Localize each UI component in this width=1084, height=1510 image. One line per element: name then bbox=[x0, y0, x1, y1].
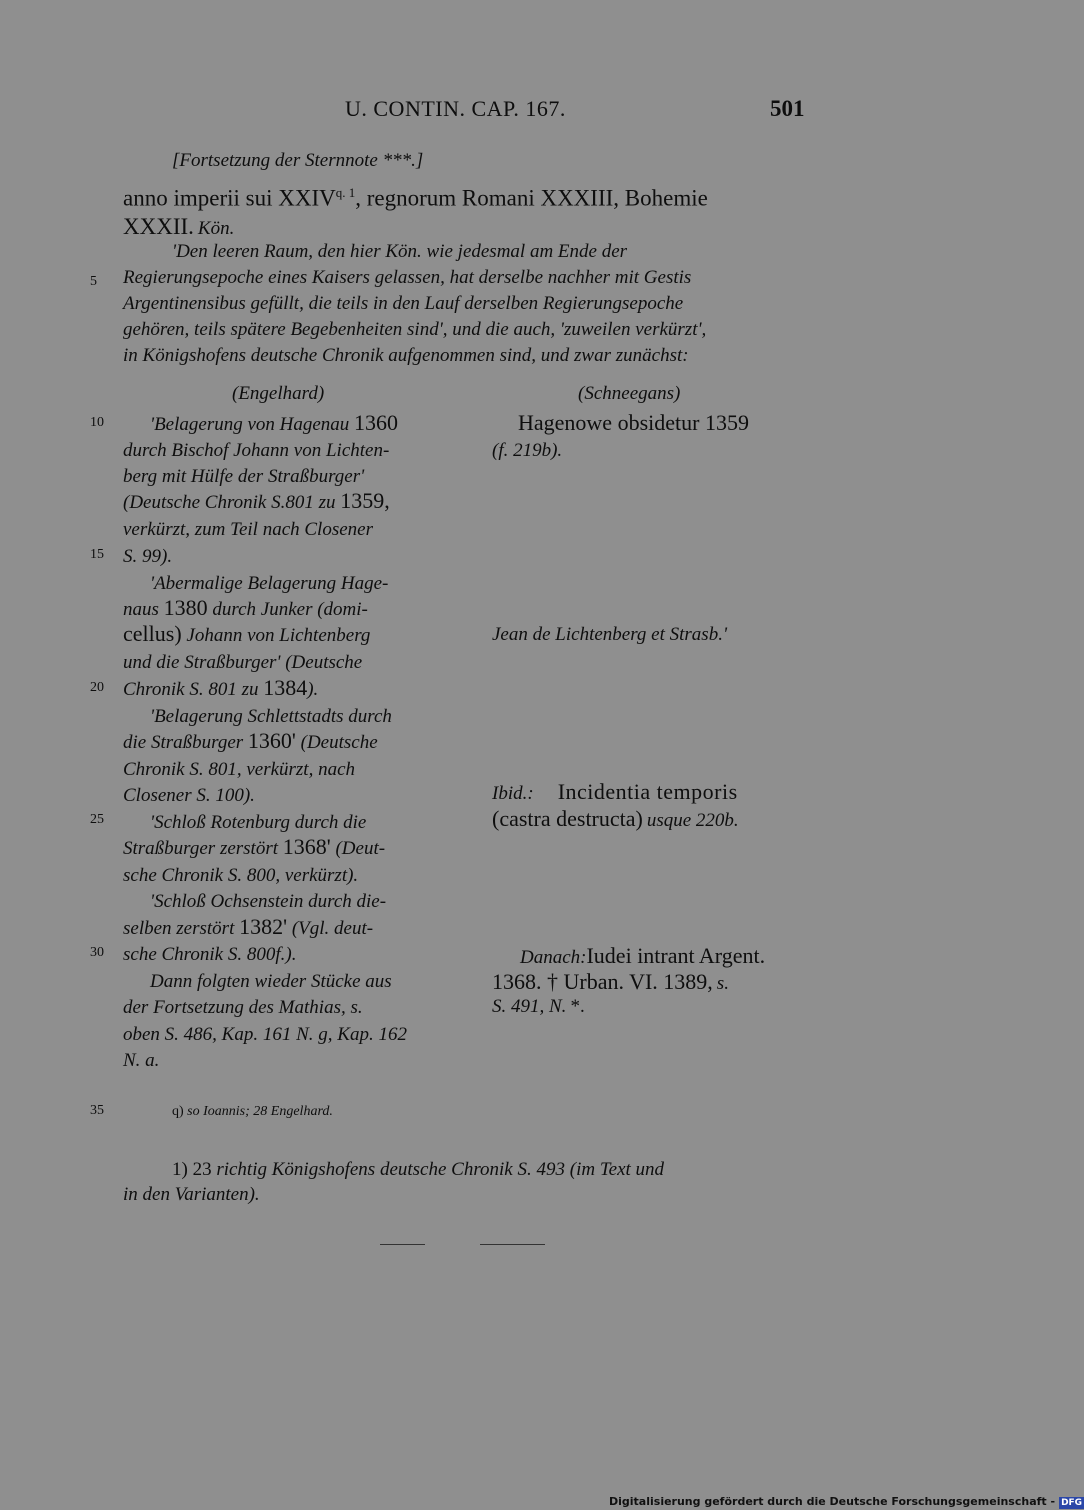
left-col-line-it: sche Chronik S. 800, verkürzt). bbox=[123, 865, 359, 886]
left-col-line-rm: cellus) bbox=[123, 621, 182, 646]
left-col-line-it: (Deutsche Chronik S.801 zu bbox=[123, 492, 341, 513]
left-col-line-it: die Straßburger bbox=[123, 732, 248, 753]
right-col-heading: (Schneegans) bbox=[578, 383, 681, 404]
left-col-line bbox=[150, 702, 392, 728]
left-col-line bbox=[150, 967, 392, 993]
line-number: 10 bbox=[90, 415, 104, 430]
left-col-line bbox=[123, 675, 318, 701]
intro-line-3-pre: XXXII. bbox=[123, 214, 194, 239]
left-col-line-rm: 1360 bbox=[354, 410, 399, 435]
right-line-6 bbox=[520, 943, 765, 969]
left-col-line-it: 'Abermalige Belagerung Hage- bbox=[150, 573, 389, 594]
variant-note-label: q) bbox=[172, 1104, 184, 1119]
para-line-5: in Königshofens deutsche Chronik aufgenommen sind, und zwar zunächst: bbox=[123, 345, 689, 366]
left-col-line-it: Closener S. 100). bbox=[123, 785, 255, 806]
right-line-5 bbox=[492, 806, 739, 832]
right-line-1: Hagenowe obsidetur 1359 bbox=[518, 410, 749, 435]
line-number: 25 bbox=[90, 812, 104, 827]
left-col-line-it: selben zerstört bbox=[123, 918, 240, 939]
footnote-line-2: in den Varianten). bbox=[123, 1184, 260, 1205]
footer-credit-text: Digitalisierung gefördert durch die Deutsche Forschungsgemeinschaft - bbox=[609, 1495, 1056, 1508]
left-col-line bbox=[123, 436, 389, 462]
right-line-8-it: S. 491, N. bbox=[492, 996, 567, 1017]
left-col-line bbox=[150, 808, 366, 834]
left-col-line-it: Straßburger zerstört bbox=[123, 838, 283, 859]
left-col-line-it: Chronik S. 801, verkürzt, nach bbox=[123, 759, 356, 780]
intro-line-3 bbox=[123, 214, 234, 240]
left-col-line-it2: (Deut- bbox=[330, 838, 386, 859]
left-col-line-rm: 1360' bbox=[247, 728, 296, 753]
intro-line-2 bbox=[123, 185, 708, 212]
left-col-line-it: 'Belagerung von Hagenau bbox=[150, 414, 355, 435]
line-number: 30 bbox=[90, 945, 104, 960]
right-line-2: (f. 219b). bbox=[492, 440, 563, 461]
left-col-line bbox=[123, 1020, 407, 1046]
left-col-line-it: S. 99). bbox=[123, 546, 173, 567]
footer-credit bbox=[609, 1492, 1084, 1510]
left-col-line-rm: 1384 bbox=[263, 675, 308, 700]
right-line-7-rm: 1368. † Urban. VI. 1389, bbox=[492, 969, 713, 994]
para-line-3: Argentinensibus gefüllt, die teils in den Lauf derselben Regierungsepoche bbox=[123, 293, 684, 314]
line-number: 15 bbox=[90, 547, 104, 562]
left-col-line bbox=[123, 781, 255, 807]
left-col-line-it: 'Schloß Ochsenstein durch die- bbox=[150, 891, 387, 912]
right-line-5-rm: (castra destructa) bbox=[492, 806, 643, 831]
left-col-line-it: naus bbox=[123, 599, 164, 620]
left-col-line bbox=[123, 488, 390, 514]
left-col-line-it: verkürzt, zum Teil nach Closener bbox=[123, 519, 373, 540]
right-line-7 bbox=[492, 969, 729, 995]
dfg-logo: DFG bbox=[1061, 1498, 1083, 1508]
right-line-4-it: Ibid.: bbox=[492, 783, 534, 804]
right-line-7-it: s. bbox=[716, 973, 729, 994]
left-col-line bbox=[123, 1046, 159, 1072]
left-col-line bbox=[150, 410, 398, 436]
variant-note bbox=[172, 1104, 333, 1120]
left-col-line bbox=[123, 834, 385, 860]
footnote-line-1 bbox=[172, 1159, 664, 1181]
right-line-6-it: Danach: bbox=[520, 947, 587, 968]
left-col-line-it2: ). bbox=[307, 679, 319, 700]
left-col-line-it: durch Bischof Johann von Lichten- bbox=[123, 440, 390, 461]
running-title: U. CONTIN. CAP. 167. bbox=[345, 96, 566, 121]
right-line-5-it: usque 220b. bbox=[646, 810, 739, 831]
intro-line-2-pre: anno imperii sui XXIV bbox=[123, 185, 336, 211]
left-col-line bbox=[123, 728, 378, 754]
left-col-line bbox=[123, 648, 362, 674]
line-number: 35 bbox=[90, 1103, 104, 1118]
left-col-line-it: N. a. bbox=[123, 1050, 160, 1071]
left-col-line bbox=[123, 861, 358, 887]
left-col-line-it: Dann folgten wieder Stücke aus bbox=[150, 971, 392, 992]
left-col-line-rm: 1359, bbox=[340, 488, 390, 513]
line-number: 5 bbox=[90, 274, 97, 289]
right-line-8 bbox=[492, 996, 585, 1018]
left-col-line-it: der Fortsetzung des Mathias, s. bbox=[123, 997, 363, 1018]
footnote-line-1-pre: 1) 23 bbox=[172, 1159, 212, 1180]
left-col-line-it: berg mit Hülfe der Straßburger' bbox=[123, 466, 365, 487]
right-line-4 bbox=[492, 779, 738, 805]
intro-line-1: [Fortsetzung der Sternnote ***.] bbox=[172, 150, 424, 171]
left-col-line-rm: 1368' bbox=[282, 834, 331, 859]
left-col-line bbox=[123, 595, 368, 621]
left-col-line-it: Chronik S. 801 zu bbox=[123, 679, 264, 700]
left-col-line bbox=[123, 515, 373, 541]
decorative-rule bbox=[380, 1244, 425, 1245]
left-col-line bbox=[123, 621, 370, 647]
left-col-line-it2: (Deutsche bbox=[295, 732, 378, 753]
left-col-line bbox=[123, 542, 172, 568]
decorative-rule bbox=[480, 1244, 545, 1245]
left-col-line-it: und die Straßburger' (Deutsche bbox=[123, 652, 363, 673]
left-col-line bbox=[123, 993, 363, 1019]
para-line-4: gehören, teils spätere Begebenheiten sind', und die auch, 'zuweilen verkürzt', bbox=[123, 319, 707, 340]
intro-line-3-it: Kön. bbox=[197, 218, 235, 239]
left-col-line-it: 'Schloß Rotenburg durch die bbox=[150, 812, 367, 833]
left-col-line bbox=[123, 462, 364, 488]
left-col-line-it2: Johann von Lichtenberg bbox=[181, 625, 371, 646]
right-line-6-rm: Iudei intrant Argent. bbox=[586, 943, 766, 968]
right-line-4-rm: Incidentia temporis bbox=[557, 779, 738, 804]
left-col-line bbox=[123, 940, 296, 966]
intro-line-2-sup: q. 1 bbox=[335, 185, 356, 200]
right-line-8-rm: *. bbox=[570, 996, 585, 1017]
left-col-line-it: oben S. 486, Kap. 161 N. g, Kap. 162 bbox=[123, 1024, 407, 1045]
footnote-line-1-it: richtig Königshofens deutsche Chronik S. 493 (im Text und bbox=[216, 1159, 665, 1180]
left-col-line-it2: (Vgl. deut- bbox=[287, 918, 374, 939]
left-col-line-it: sche Chronik S. 800f.). bbox=[123, 944, 297, 965]
line-number: 20 bbox=[90, 680, 104, 695]
left-col-line-rm: 1382' bbox=[239, 914, 288, 939]
left-col-line bbox=[123, 755, 355, 781]
page-number: 501 bbox=[770, 96, 805, 121]
left-col-line bbox=[150, 887, 386, 913]
left-col-line bbox=[150, 569, 388, 595]
right-line-3: Jean de Lichtenberg et Strasb.' bbox=[492, 624, 728, 645]
left-col-heading: (Engelhard) bbox=[232, 383, 325, 404]
left-col-line-rm: 1380 bbox=[163, 595, 208, 620]
intro-line-2-post: , regnorum Romani XXXIII, Bohemie bbox=[355, 185, 708, 211]
left-col-line bbox=[123, 914, 373, 940]
para-line-2: Regierungsepoche eines Kaisers gelassen, hat derselbe nachher mit Gestis bbox=[123, 267, 692, 288]
left-col-line-it: 'Belagerung Schlettstadts durch bbox=[150, 706, 392, 727]
para-line-1: 'Den leeren Raum, den hier Kön. wie jedesmal am Ende der bbox=[172, 241, 628, 262]
variant-note-text: so Ioannis; 28 Engelhard. bbox=[187, 1104, 333, 1119]
left-col-line-it2: durch Junker (domi- bbox=[207, 599, 368, 620]
